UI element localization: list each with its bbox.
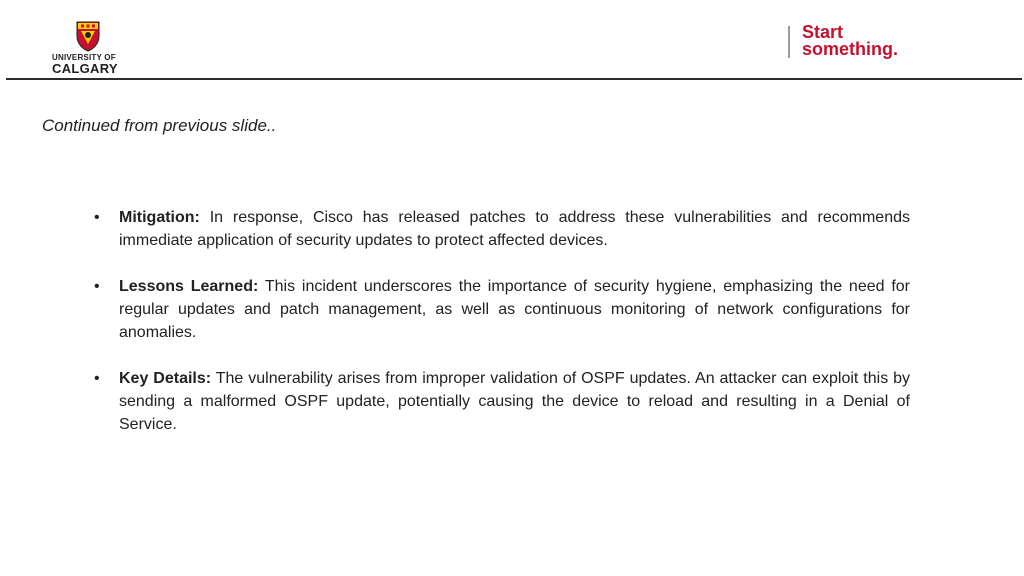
bullet-label: Key Details: [119,370,212,387]
bullet-text: In response, Cisco has released patches to address these vulnerabilities and recommends immediate application of security updates to protect affected devices. [119,209,910,249]
continued-note: Continued from previous slide.. [42,116,277,135]
tagline-divider [788,26,790,58]
bullet-dot-icon: • [94,278,100,295]
bullet-item-mitigation [92,206,910,252]
crest-icon [75,20,101,52]
tagline-line1: Start [802,22,844,42]
university-name-line1: UNIVERSITY OF [52,53,116,62]
bullet-label: Mitigation: [119,209,200,226]
bullet-dot-icon: • [94,370,100,387]
bullet-list [92,206,910,459]
start-something-tagline [802,24,898,58]
university-of-calgary-logo [52,20,124,76]
bullet-item-lessons-learned [92,275,910,344]
bullet-item-key-details [92,367,910,436]
university-name-line2: CALGARY [52,61,118,76]
bullet-text: This incident underscores the importance of security hygiene, emphasizing the need for regular updates and patch management, as well as continuous monitoring of network configurations for anomalies. [119,278,911,341]
header-divider [6,78,1022,80]
bullet-dot-icon: • [94,209,100,226]
bullet-text: The vulnerability arises from improper validation of OSPF updates. An attacker can exploit this by sending a malformed OSPF update, potentially causing the device to reload and resulting in a Denial of Service. [119,370,911,433]
slide-header [0,0,1024,80]
tagline-line2: something. [802,39,899,59]
bullet-label: Lessons Learned: [119,278,259,295]
